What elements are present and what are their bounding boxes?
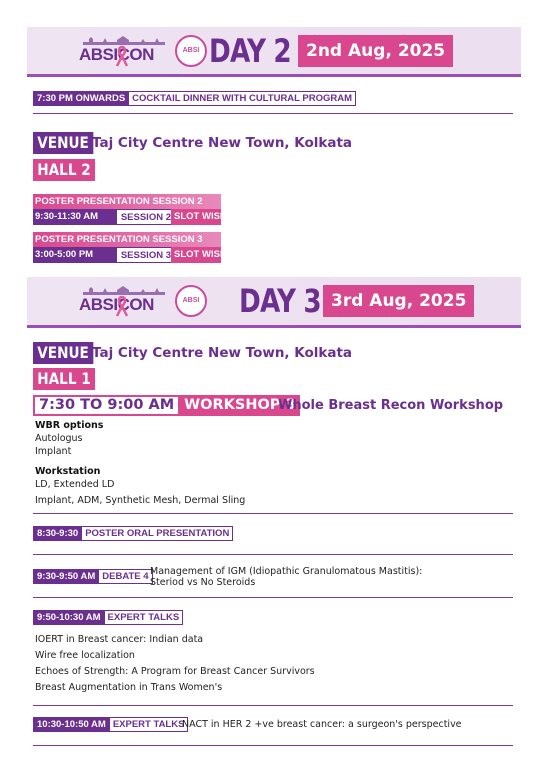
absi-seal-icon bbox=[175, 35, 207, 67]
poster-title: POSTER PRESENTATION SESSION 2 bbox=[33, 194, 221, 209]
poster-oral-time: 8:30-9:30 bbox=[34, 527, 81, 540]
talk-item: Echoes of Strength: A Program for Breast Cancer Survivors bbox=[35, 666, 315, 677]
divider bbox=[33, 597, 513, 598]
venue-label: VENUE bbox=[33, 132, 93, 154]
expert-talks-row bbox=[33, 610, 183, 625]
wbr-item: Autologus bbox=[35, 433, 83, 444]
talk-item: Breast Augmentation in Trans Women's bbox=[35, 682, 223, 693]
seal-text: ABSI bbox=[182, 297, 200, 304]
day-date: 2nd Aug, 2025 bbox=[298, 35, 453, 67]
poster-row bbox=[33, 247, 227, 263]
expert-label: EXPERT TALKS bbox=[104, 611, 183, 624]
seal-text: ABSI bbox=[182, 47, 200, 54]
kolkata-skyline-icon bbox=[83, 35, 165, 45]
workshop-title: Whole Breast Recon Workshop bbox=[278, 398, 504, 413]
divider bbox=[33, 113, 513, 114]
pink-ribbon-icon bbox=[115, 295, 129, 317]
expert-time: 10:30-10:50 AM bbox=[34, 718, 109, 731]
poster-row bbox=[33, 209, 227, 225]
pink-ribbon-icon bbox=[115, 45, 129, 67]
workstation-heading: Workstation bbox=[35, 466, 101, 477]
poster-slot: SLOT WISE bbox=[171, 209, 221, 225]
hall-label: HALL 1 bbox=[33, 368, 95, 390]
workshop-row bbox=[33, 395, 300, 416]
talk-item: Wire free localization bbox=[35, 650, 135, 661]
divider bbox=[33, 554, 513, 555]
expert-talks-row-2 bbox=[33, 717, 188, 732]
day-title: DAY 3 bbox=[239, 282, 321, 320]
venue-label: VENUE bbox=[33, 342, 93, 364]
poster-time: 3:00-5:00 PM bbox=[35, 249, 94, 260]
workstation-item: LD, Extended LD bbox=[35, 479, 115, 490]
day-title: DAY 2 bbox=[209, 32, 291, 70]
venue-name: Taj City Centre New Town, Kolkata bbox=[92, 345, 353, 361]
logo-text: ABSICON bbox=[79, 45, 154, 64]
poster-session: SESSION 3 bbox=[117, 247, 171, 263]
wbr-item: Implant bbox=[35, 446, 72, 457]
debate-line-1: Management of IGM (Idiopathic Granulomatous Mastitis): bbox=[150, 566, 423, 577]
poster-slot: SLOT WISE bbox=[171, 247, 221, 263]
expert-time: 9:50-10:30 AM bbox=[34, 611, 104, 624]
cocktail-event: COCKTAIL DINNER WITH CULTURAL PROGRAM bbox=[128, 92, 355, 105]
poster-session-2 bbox=[33, 194, 227, 225]
absicon-logo bbox=[79, 35, 171, 69]
divider bbox=[33, 705, 513, 706]
day-date: 3rd Aug, 2025 bbox=[323, 285, 474, 317]
workshop-tag: WORKSHOP 3 bbox=[180, 395, 299, 416]
day2-banner bbox=[27, 27, 521, 77]
divider bbox=[33, 745, 513, 746]
day3-banner bbox=[27, 277, 521, 328]
cocktail-row bbox=[33, 91, 356, 106]
expert-topic: NACT in HER 2 +ve breast cancer: a surgeon's perspective bbox=[182, 719, 462, 730]
poster-oral-row bbox=[33, 526, 233, 541]
venue-name: Taj City Centre New Town, Kolkata bbox=[92, 135, 353, 151]
cocktail-time: 7:30 PM ONWARDS bbox=[34, 92, 128, 105]
wbr-heading: WBR options bbox=[35, 420, 104, 431]
debate-label: DEBATE 4 bbox=[98, 570, 151, 583]
debate-time: 9:30-9:50 AM bbox=[34, 570, 98, 583]
poster-time: 9:30-11:30 AM bbox=[35, 211, 99, 222]
expert-label: EXPERT TALKS bbox=[109, 718, 188, 731]
debate-topic bbox=[150, 566, 422, 588]
debate-row bbox=[33, 569, 153, 584]
poster-session: SESSION 2 bbox=[117, 209, 171, 225]
workshop-time: 7:30 TO 9:00 AM bbox=[33, 395, 180, 416]
absi-seal-icon bbox=[175, 285, 207, 317]
logo-text: ABSICON bbox=[79, 295, 154, 314]
poster-session-3 bbox=[33, 232, 227, 263]
kolkata-skyline-icon bbox=[83, 285, 165, 295]
absicon-logo bbox=[79, 285, 171, 319]
divider bbox=[33, 513, 513, 514]
poster-title: POSTER PRESENTATION SESSION 3 bbox=[33, 232, 221, 247]
talk-item: IOERT in Breast cancer: Indian data bbox=[35, 634, 204, 645]
hall-label: HALL 2 bbox=[33, 159, 95, 181]
poster-oral-label: POSTER ORAL PRESENTATION bbox=[81, 527, 232, 540]
workstation-item: Implant, ADM, Synthetic Mesh, Dermal Sling bbox=[35, 495, 246, 506]
debate-line-2: Steriod vs No Steroids bbox=[150, 577, 256, 588]
